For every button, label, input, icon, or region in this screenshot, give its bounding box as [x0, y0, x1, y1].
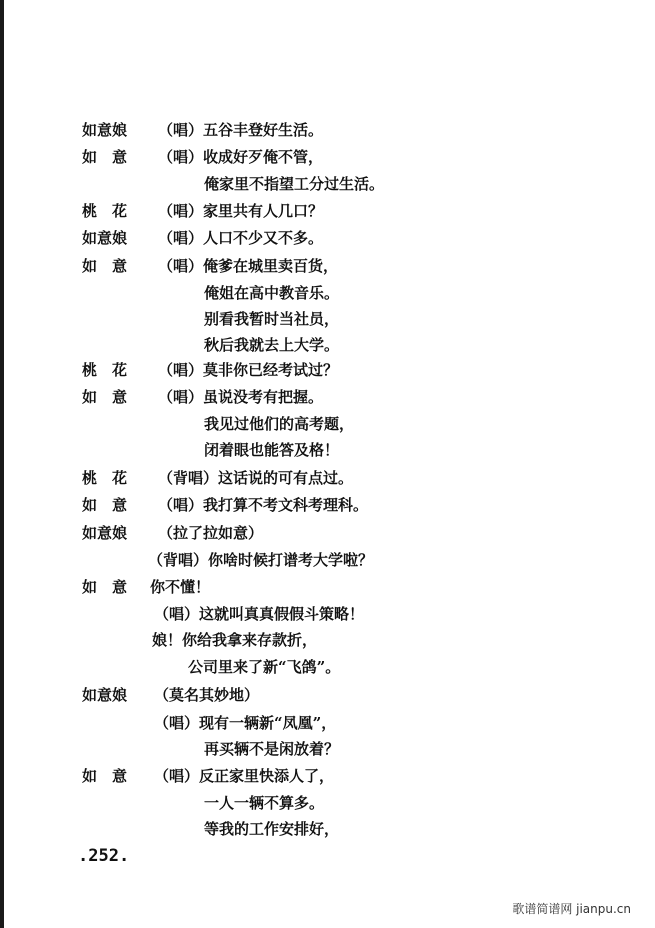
line-text: （唱）虽说没考有把握。 [158, 388, 324, 406]
line-text: （唱）莫非你已经考试过？ [158, 361, 339, 379]
speaker-name: 如 意 [82, 578, 128, 596]
speaker-name: 如意娘 [82, 121, 128, 139]
line-text: 你不懂！ [150, 578, 211, 596]
site-watermark: 歌谱简谱网 jianpu.cn [512, 902, 631, 916]
speaker-name: 如 意 [82, 257, 128, 275]
page-number: .252. [78, 846, 130, 866]
speaker-name: 如意娘 [82, 524, 128, 542]
line-text: （拉了拉如意） [158, 524, 264, 542]
page-edge-shadow [0, 0, 4, 928]
line-text: （唱）现有一辆新“凤凰”， [154, 714, 337, 732]
speaker-name: 如 意 [82, 148, 128, 166]
speaker-name: 如 意 [82, 388, 128, 406]
speaker-name: 桃 花 [82, 361, 128, 379]
line-text: （唱）这就叫真真假假斗策略！ [154, 605, 365, 623]
line-text: 俺家里不指望工分过生活。 [204, 175, 385, 193]
line-text: （唱）俺爹在城里卖百货， [158, 257, 339, 275]
line-text: 娘！你给我拿来存款折， [152, 631, 318, 649]
line-text: （莫名其妙地） [154, 686, 260, 704]
line-text: 等我的工作安排好， [204, 820, 340, 838]
line-text: （唱）我打算不考文科考理科。 [158, 496, 369, 514]
line-text: （唱）五谷丰登好生活。 [158, 121, 324, 139]
line-text: 公司里来了新“飞鸽”。 [188, 658, 341, 676]
line-text: （唱）反正家里快添人了， [154, 767, 335, 785]
line-text: （唱）人口不少又不多。 [158, 229, 324, 247]
speaker-name: 如意娘 [82, 686, 128, 704]
line-text: （背唱）你啥时候打谱考大学啦？ [148, 551, 374, 569]
speaker-name: 如意娘 [82, 229, 128, 247]
line-text: 别看我暂时当社员， [204, 310, 340, 328]
line-text: （唱）收成好歹俺不管， [158, 148, 324, 166]
line-text: 我见过他们的高考题， [204, 415, 355, 433]
line-text: 闭着眼也能答及格！ [204, 441, 340, 459]
speaker-name: 桃 花 [82, 202, 128, 220]
line-text: （唱）家里共有人几口？ [158, 202, 324, 220]
speaker-name: 如 意 [82, 496, 128, 514]
speaker-name: 如 意 [82, 767, 128, 785]
line-text: 秋后我就去上大学。 [204, 336, 340, 354]
speaker-name: 桃 花 [82, 469, 128, 487]
line-text: 一人一辆不算多。 [204, 794, 325, 812]
line-text: 俺姐在高中教音乐。 [204, 284, 340, 302]
line-text: 再买辆不是闲放着？ [204, 740, 340, 758]
line-text: （背唱）这话说的可有点过。 [158, 469, 354, 487]
